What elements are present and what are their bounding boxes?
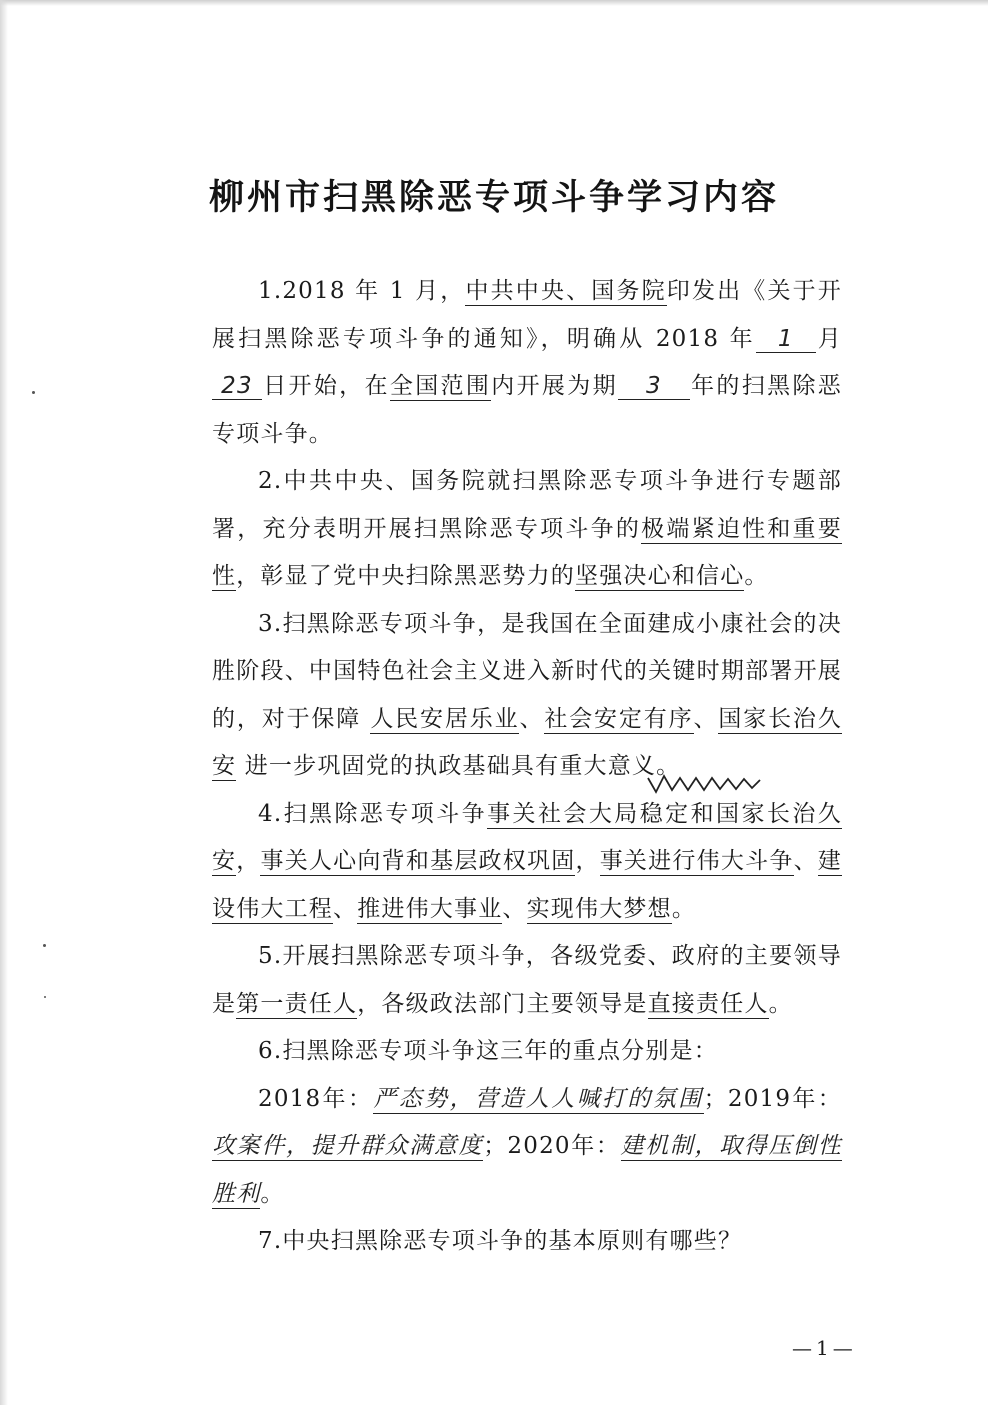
- scan-top-edge: [0, 0, 988, 6]
- underlined-text: 事关进行伟大斗争: [599, 848, 794, 874]
- paragraph-7: [212, 1218, 842, 1266]
- handwritten-answer: 攻案件，提升群众满意度: [212, 1133, 484, 1159]
- paragraph-6-answers: [212, 1076, 842, 1219]
- underlined-text: 建设伟大工程: [212, 848, 842, 922]
- text: ；2019年：: [703, 1085, 843, 1112]
- page-title: 柳州市扫黑除恶专项斗争学习内容: [208, 178, 779, 218]
- page-number: —1—: [792, 1336, 857, 1360]
- underlined-text: 推进伟大事业: [357, 895, 503, 922]
- text: 、: [502, 895, 527, 922]
- underlined-text: 事关社会大局稳定和国家长治久安: [212, 800, 842, 874]
- underlined-text: 社会安定有序: [544, 705, 694, 732]
- text: 、: [793, 848, 818, 874]
- document-body: [212, 268, 842, 1266]
- underlined-text: 事关人心向背和基层政权巩固: [260, 848, 576, 874]
- wavy-underline-mark: [646, 770, 762, 796]
- underlined-text: 人民安居乐业: [370, 705, 520, 732]
- text: 、: [693, 705, 719, 732]
- handwritten-answer: 严态势，营造人人喊打的氛围: [373, 1085, 704, 1112]
- text: 5.开展扫黑除恶专项斗争，各级党委、政府的主要领导是: [212, 943, 842, 1017]
- text: 进一步巩固党的执政基础具有重大意义。: [236, 753, 681, 779]
- filled-blank-day: 23: [212, 373, 262, 400]
- text: ，: [236, 848, 261, 874]
- text: 。: [744, 563, 769, 589]
- paragraph-3: [212, 601, 842, 791]
- paragraph-1: [212, 268, 842, 458]
- text: 、: [333, 895, 358, 922]
- text: ，彰显了党中央扫除黑恶势力的: [236, 563, 576, 589]
- paragraph-5: [212, 933, 842, 1028]
- text: 7.中央扫黑除恶专项斗争的基本原则有哪些？: [258, 1228, 743, 1254]
- scan-speck: [43, 944, 46, 947]
- text: 内开展为期: [491, 373, 618, 399]
- text: 2018年：: [258, 1085, 374, 1112]
- text: ；2020年：: [483, 1133, 621, 1159]
- underlined-text: 全国范围: [389, 373, 492, 399]
- text: ，各级政法部门主要领导是: [357, 990, 648, 1017]
- text: 1.2018 年 1 月，: [258, 278, 466, 304]
- text: 、: [519, 705, 545, 732]
- text: 2.中共中央、国务院就扫黑除恶专项斗争进行专题部署，充分表明开展扫黑除恶专项斗争的: [212, 468, 842, 542]
- text: 。: [671, 895, 697, 922]
- text: 年的扫黑除恶专项斗争。: [212, 373, 843, 447]
- filled-blank-years: 3: [618, 373, 690, 400]
- scan-speck: [44, 996, 46, 998]
- underlined-text: 国家长治久安: [212, 705, 842, 779]
- text: 日开始，在: [262, 373, 390, 399]
- text: 印发出《关于开展扫黑除恶专项斗争的通知》，明确从 2018 年: [212, 278, 842, 352]
- paragraph-6: [212, 1028, 842, 1076]
- underlined-text: 直接责任人: [647, 990, 769, 1017]
- scan-speck: [32, 391, 35, 394]
- text: 6.扫黑除恶专项斗争这三年的重点分别是：: [258, 1038, 718, 1064]
- text: 4.扫黑除恶专项斗争: [258, 800, 488, 827]
- underlined-text: 极端紧迫性和重要性: [212, 515, 842, 589]
- underlined-text: 坚强决心和信心: [575, 563, 745, 589]
- text: 。: [260, 1180, 285, 1207]
- text: 月: [815, 325, 842, 352]
- underlined-text: 实现伟大梦想: [526, 895, 672, 922]
- underlined-text: 第一责任人: [236, 990, 358, 1017]
- underlined-text: 中共中央、国务院: [465, 278, 667, 304]
- text: 3.扫黑除恶专项斗争，是我国在全面建成小康社会的决胜阶段、中国特色社会主义进入新时代的关键时期部署开展的，对于保障: [212, 610, 842, 732]
- text: ，: [575, 848, 600, 874]
- filled-blank-month: 1: [756, 326, 816, 353]
- text: 。: [768, 990, 793, 1017]
- paragraph-4: [212, 791, 842, 934]
- handwritten-answer: 建机制，取得压倒性胜利: [212, 1133, 843, 1207]
- paragraph-2: [212, 458, 842, 601]
